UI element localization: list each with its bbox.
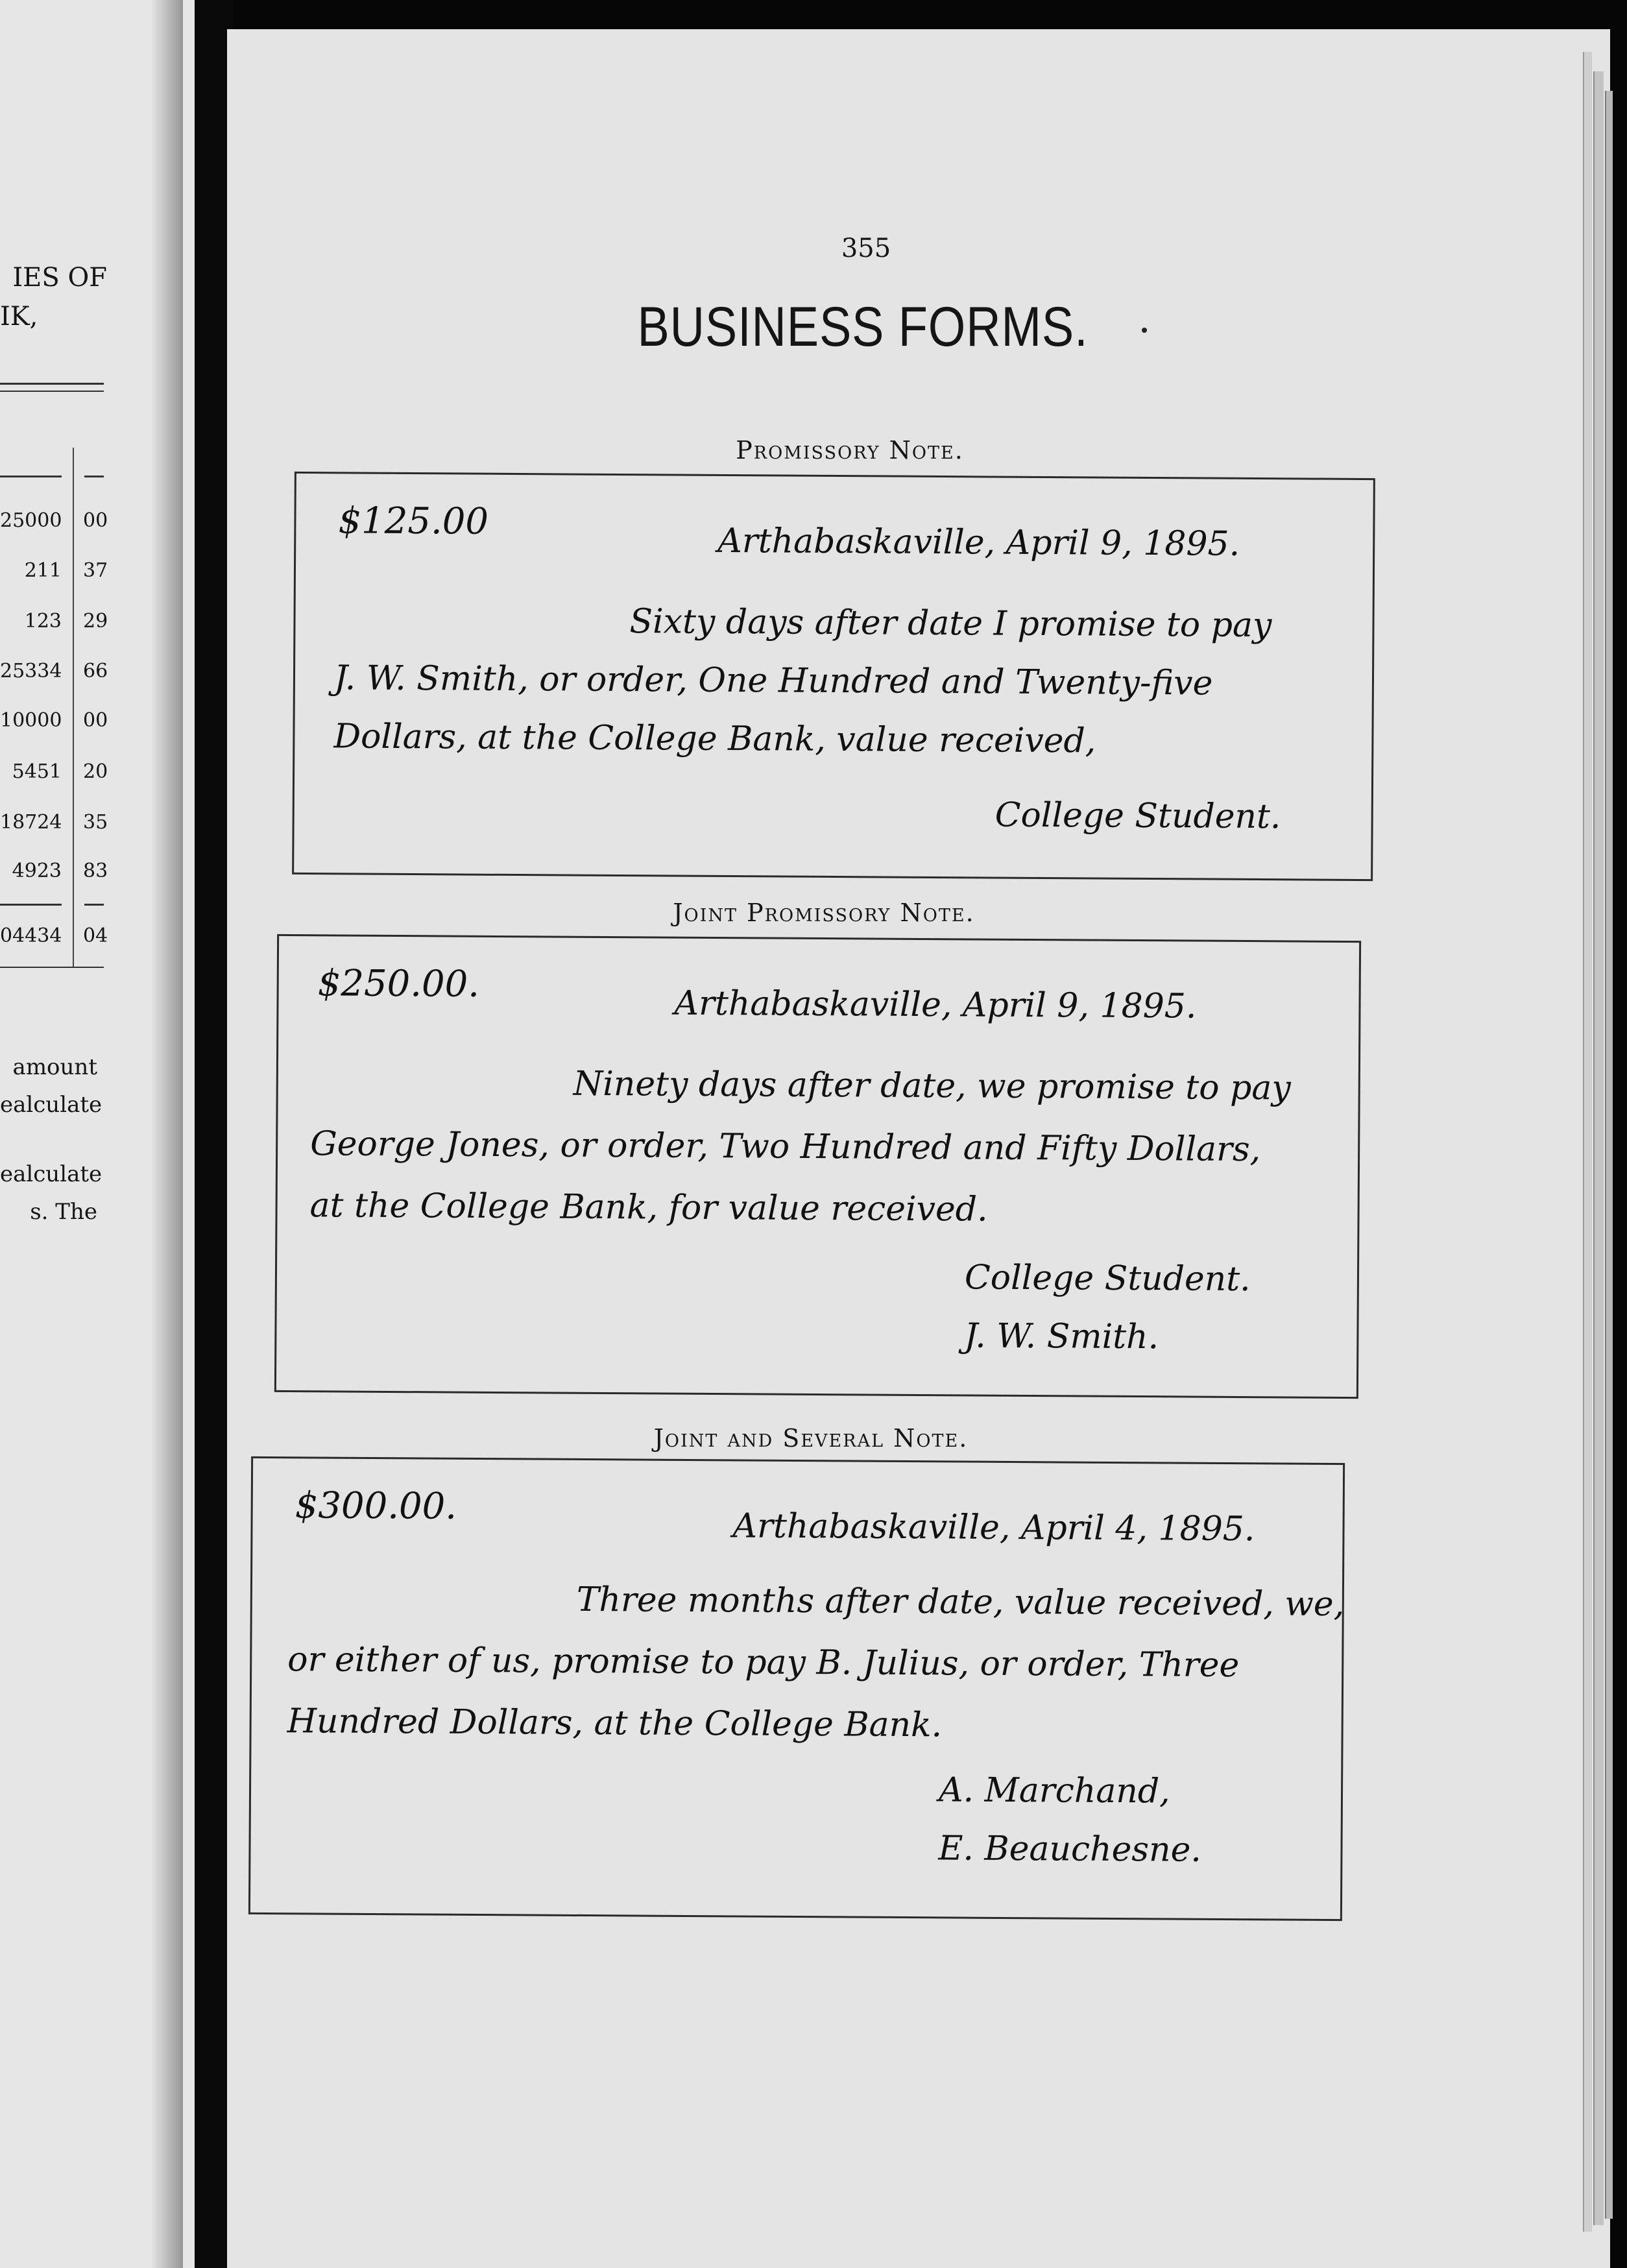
note-body-line: or either of us, promise to pay B. Julius, or order, Three	[287, 1640, 1240, 1685]
table-cell-cents: 83	[83, 860, 108, 882]
page-edge	[1583, 52, 1592, 2232]
note-signature: A. Marchand,	[938, 1770, 1170, 1811]
joint-and-several-note-box	[248, 1456, 1345, 1921]
table-cell-amount: 25334	[0, 660, 62, 682]
note-body-line: J. W. Smith, or order, One Hundred and Twenty-five	[333, 658, 1213, 703]
left-page-heading-line1: IES OF	[12, 263, 107, 293]
left-page-rule	[0, 967, 104, 968]
table-cell-cents: 00	[83, 509, 108, 532]
table-cell-amount: 25000	[0, 509, 62, 532]
note-amount: $250.00.	[317, 962, 480, 1006]
note-body-line: Sixty days after date I promise to pay	[629, 602, 1272, 645]
note-place-date: Arthabaskaville, April 4, 1895.	[732, 1506, 1255, 1549]
table-cell-amount: 18724	[0, 811, 62, 834]
table-cell-amount: 5451	[12, 760, 62, 783]
note-signature: J. W. Smith.	[964, 1316, 1159, 1357]
table-cell-amount: 10000	[0, 709, 62, 732]
note-body-line: Ninety days after date, we promise to pay	[573, 1064, 1291, 1108]
left-page-rule	[0, 476, 62, 477]
note-signature: College Student.	[994, 795, 1281, 837]
table-cell-cents: 66	[83, 660, 108, 682]
table-cell-cents: 00	[83, 709, 108, 732]
note-amount: $125.00	[338, 500, 489, 543]
table-cell-amount: 04434	[0, 924, 62, 947]
page-shadow	[151, 0, 183, 2268]
promissory-note-box	[292, 472, 1375, 881]
page-number: 355	[841, 234, 891, 263]
joint-promissory-note-box	[274, 934, 1361, 1399]
table-cell-cents: 04	[83, 924, 108, 947]
note-heading: Joint Promissory Note.	[673, 899, 975, 927]
page-edge	[1593, 71, 1604, 2225]
left-page-column-divider	[73, 448, 74, 967]
note-body-line: Hundred Dollars, at the College Bank.	[287, 1702, 943, 1745]
left-page-rule	[0, 383, 104, 385]
table-cell-amount: 211	[24, 559, 62, 582]
note-place-date: Arthabaskaville, April 9, 1895.	[717, 521, 1240, 564]
left-page-rule	[84, 904, 104, 906]
note-heading: Promissory Note.	[736, 436, 964, 464]
note-body-line: Dollars, at the College Bank, value received,	[333, 717, 1096, 761]
note-amount: $300.00.	[295, 1484, 457, 1528]
left-page-text: s. The	[30, 1199, 97, 1225]
left-page-heading-line2: IK,	[0, 302, 38, 332]
note-heading: Joint and Several Note.	[653, 1424, 969, 1453]
stray-mark	[1142, 328, 1147, 333]
page-title: BUSINESS FORMS.	[637, 296, 1089, 358]
note-body-line: George Jones, or order, Two Hundred and Fifty Dollars,	[310, 1124, 1261, 1170]
note-body-line: Three months after date, value received, we,	[576, 1580, 1345, 1624]
left-page-text: ealculate	[0, 1161, 102, 1187]
note-place-date: Arthabaskaville, April 9, 1895.	[674, 983, 1197, 1026]
table-cell-cents: 35	[83, 811, 108, 834]
left-page-text: amount	[12, 1054, 97, 1080]
note-signature: College Student.	[964, 1258, 1251, 1299]
page-edge	[1605, 91, 1613, 2219]
note-signature: E. Beauchesne.	[938, 1829, 1202, 1870]
left-page-rule	[0, 391, 104, 392]
table-cell-amount: 4923	[12, 860, 62, 882]
note-body-line: at the College Bank, for value received.	[309, 1186, 988, 1229]
left-page-rule	[0, 904, 62, 906]
left-page-rule	[84, 476, 104, 477]
left-page-text: ealculate	[0, 1092, 102, 1118]
table-cell-cents: 29	[83, 610, 108, 633]
table-cell-cents: 37	[83, 559, 108, 582]
table-cell-cents: 20	[83, 760, 108, 783]
table-cell-amount: 123	[24, 610, 62, 633]
